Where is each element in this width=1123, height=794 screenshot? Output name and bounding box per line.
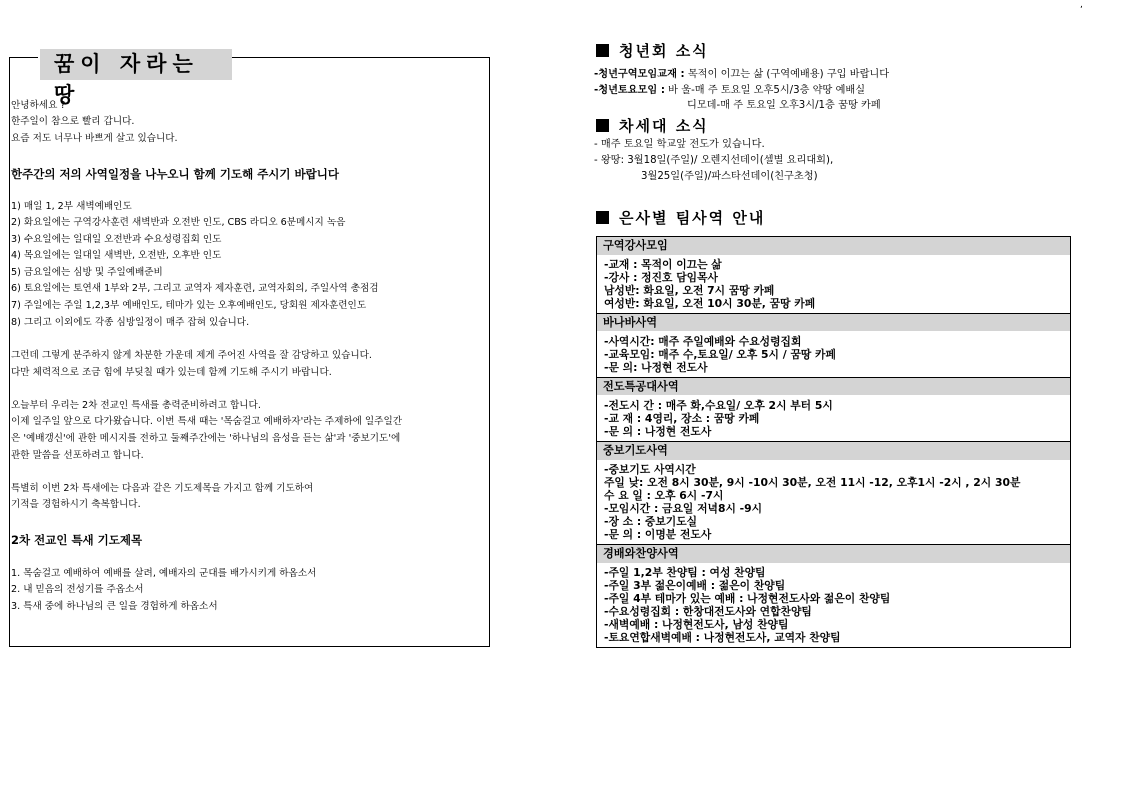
group-line: -교육모임: 매주 수,토요일/ 오후 5시 / 꿈땅 카페 <box>604 348 836 361</box>
youth-section-title <box>596 40 709 61</box>
team-title-text: 은사별 팀사역 안내 <box>619 209 766 227</box>
youth-text: 목적이 이끄는 삶 (구역예배용) 구입 바랍니다 <box>687 69 890 80</box>
schedule-item: 5) 금요일에는 심방 및 주일예배준비 <box>11 267 163 278</box>
youth-title-text: 청년회 소식 <box>619 42 709 60</box>
prayer-item: 2. 내 믿음의 전성기를 주옵소서 <box>11 584 144 595</box>
schedule-item: 2) 화요일에는 구역강사훈련 새벽반과 오전반 인도, CBS 라디오 6분메시지 녹음 <box>11 217 346 228</box>
schedule-item: 7) 주일에는 주일 1,2,3부 예배인도, 테마가 있는 오후예배인도, 당회원 제자훈련인도 <box>11 300 367 311</box>
group-line: -문 의: 나정현 전도사 <box>604 361 708 374</box>
group-line: -주일 1,2부 찬양팀 : 여성 찬양팀 <box>604 566 766 579</box>
youth-text: 바 울-매 주 토요일 오후5시/3층 약땅 예배실 <box>668 85 866 96</box>
youth-line <box>594 84 865 97</box>
next-gen-line: 3월25일(주일)/파스타선데이(친구초청) <box>641 171 818 182</box>
next-gen-section-title <box>596 115 709 136</box>
square-bullet-icon <box>596 44 609 57</box>
paragraph-line: 관한 말씀을 선포하려고 합니다. <box>11 450 144 461</box>
schedule-item: 6) 토요일에는 토연새 1부와 2부, 그리고 교역자 제자훈련, 교역자회의, 주일사역 총점검 <box>11 283 379 294</box>
group-line: -문 의 : 이명분 전도사 <box>604 528 712 541</box>
group-header: 바나바사역 <box>597 313 1070 331</box>
group-header: 중보기도사역 <box>597 441 1070 460</box>
paragraph-line: 다만 체력적으로 조금 힘에 부딪칠 때가 있는데 함께 기도해 주시기 바랍니다. <box>11 367 332 378</box>
group-header: 전도특공대사역 <box>597 377 1070 395</box>
group-header: 경배와찬양사역 <box>597 544 1070 563</box>
group-line: -모임시간 : 금요일 저녁8시 -9시 <box>604 502 763 515</box>
schedule-item: 3) 수요일에는 일대일 오전반과 수요성령집회 인도 <box>11 234 222 245</box>
group-line: -장 소 : 중보기도실 <box>604 515 698 528</box>
paragraph-line: 특별히 이번 2차 특새에는 다음과 같은 기도제목을 가지고 함께 기도하여 <box>11 483 314 494</box>
prayer-heading: 2차 전교인 특새 기도제목 <box>11 533 143 547</box>
youth-line: 디모데-매 주 토요일 오후3시/1층 꿈땅 카페 <box>687 100 881 111</box>
prayer-item: 1. 목숨걸고 예배하여 예배를 살려, 예배자의 군대를 배가시키게 하옵소서 <box>11 568 317 579</box>
group-line: -토요연합새벽예배 : 나정현전도사, 교역자 찬양팀 <box>604 631 841 644</box>
square-bullet-icon <box>596 211 609 224</box>
youth-label: -청년토요모임 : <box>594 85 665 96</box>
paragraph-line: 기적을 경험하시기 축복합니다. <box>11 499 141 510</box>
group-line: -교 재 : 4영리, 장소 : 꿈땅 카페 <box>604 412 760 425</box>
group-line: -주일 4부 테마가 있는 예배 : 나정현전도사와 젊은이 찬양팀 <box>604 592 891 605</box>
group-line: -문 의 : 나정현 전도사 <box>604 425 712 438</box>
group-line: -교재 : 목적이 이끄는 삶 <box>604 258 722 271</box>
next-gen-line: - 매주 토요일 학교앞 전도가 있습니다. <box>594 139 765 150</box>
paragraph-line: 오늘부터 우리는 2차 전교인 특새를 총력준비하려고 합니다. <box>11 400 261 411</box>
schedule-heading: 한주간의 저의 사역일정을 나누오니 함께 기도해 주시기 바랍니다 <box>11 167 339 181</box>
square-bullet-icon <box>596 119 609 132</box>
corner-mark: , <box>1080 0 1083 10</box>
greeting-line: 한주일이 참으로 빨리 갑니다. <box>11 116 135 127</box>
greeting-line: 안녕하세요 ? <box>11 100 66 111</box>
group-line: -주일 3부 젊은이예배 : 젊은이 찬양팀 <box>604 579 786 592</box>
schedule-item: 4) 목요일에는 일대일 새벽반, 오전반, 오후반 인도 <box>11 250 222 261</box>
greeting-line: 요즘 저도 너무나 바쁘게 살고 있습니다. <box>11 133 178 144</box>
group-line: 수 요 일 : 오후 6시 -7시 <box>604 489 724 502</box>
next-title-text: 차세대 소식 <box>619 117 709 135</box>
group-line: 남성반: 화요일, 오전 7시 꿈땅 카페 <box>604 284 775 297</box>
paragraph-line: 은 '예배갱신'에 관한 메시지를 전하고 둘째주간에는 '하나님의 음성을 듣는 삶'과 '중보기도'에 <box>11 433 401 444</box>
group-line: 여성반: 화요일, 오전 10시 30분, 꿈땅 카페 <box>604 297 816 310</box>
page-title: 꿈이 자라는 땅 <box>40 49 232 80</box>
group-line: 주일 낮: 오전 8시 30분, 9시 -10시 30분, 오전 11시 -12, 오후1시 -2시 , 2시 30분 <box>604 476 1021 489</box>
group-header: 구역강사모임 <box>597 237 1070 255</box>
schedule-item: 8) 그리고 이외에도 각종 심방일정이 매주 잡혀 있습니다. <box>11 317 250 328</box>
group-line: -강사 : 정진호 담임목사 <box>604 271 718 284</box>
prayer-item: 3. 특새 중에 하나님의 큰 일을 경험하게 하옵소서 <box>11 601 218 612</box>
group-line: -새벽예배 : 나정현전도사, 남성 찬양팀 <box>604 618 789 631</box>
paragraph-line: 이제 일주일 앞으로 다가왔습니다. 이번 특새 때는 '목숨걸고 예배하자'라는 주제하에 일주일간 <box>11 416 402 427</box>
group-line: -사역시간: 매주 주일예배와 수요성령집회 <box>604 335 802 348</box>
group-line: -수요성령집회 : 한창대전도사와 연합찬양팀 <box>604 605 812 618</box>
youth-label: -청년구역모임교재 : <box>594 69 685 80</box>
schedule-item: 1) 매일 1, 2부 새벽예배인도 <box>11 201 132 212</box>
next-gen-line: - 왕땅: 3월18일(주일)/ 오렌지선데이(셀별 요리대회), <box>594 155 834 166</box>
group-line: -중보기도 사역시간 <box>604 463 696 476</box>
youth-line <box>594 68 889 81</box>
team-section-title <box>596 207 765 228</box>
group-line: -전도시 간 : 매주 화,수요일/ 오후 2시 부터 5시 <box>604 399 833 412</box>
paragraph-line: 그런데 그렇게 분주하지 않게 차분한 가운데 제게 주어진 사역을 잘 감당하고 있습니다. <box>11 350 372 361</box>
